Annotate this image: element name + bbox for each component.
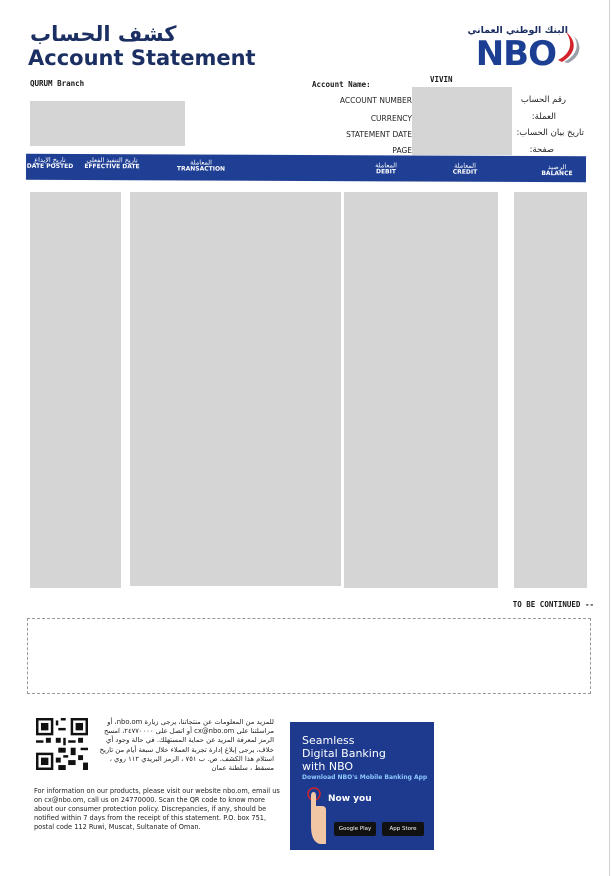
column-transaction: [166, 159, 236, 173]
field-label-currency: CURRENCY: [370, 114, 412, 123]
page-title: Account Statement: [28, 46, 256, 70]
column-label-en: EFFECTIVE DATE: [84, 163, 140, 171]
column-label-en: DATE POSTED: [26, 162, 74, 171]
field-label-page: PAGE: [392, 146, 412, 155]
field-label-page-ar: صفحة:: [529, 145, 554, 155]
promo-line: Digital Banking: [302, 747, 386, 761]
field-label-account-number-ar: رقم الحساب: [520, 95, 566, 105]
field-label-currency-ar: العملة:: [531, 112, 556, 122]
account-name-value: VIVIN: [430, 75, 453, 84]
promo-now-you: Now you: [328, 794, 372, 804]
column-label-en: DEBIT: [375, 168, 396, 176]
column-credit: [440, 163, 490, 177]
redacted-account-details: [412, 87, 512, 155]
promo-headline: [302, 734, 386, 774]
column-balance: [532, 164, 582, 178]
qr-code-icon[interactable]: [36, 718, 88, 770]
column-label-ar: المعاملة: [375, 161, 397, 170]
column-effective-date: [80, 157, 144, 171]
redacted-address: [30, 101, 185, 146]
app-store-button[interactable]: App Store: [382, 822, 424, 836]
branch-name: QURUM Branch: [30, 79, 85, 88]
hand-tap-icon: [304, 786, 326, 846]
account-name-label: Account Name:: [312, 80, 371, 89]
logo-swoosh-icon: [556, 30, 580, 64]
table-header: [26, 154, 586, 182]
mobile-app-banner[interactable]: [290, 722, 434, 850]
promo-subtitle: Download NBO's Mobile Banking App: [302, 774, 428, 781]
column-label-ar: الرصيد: [547, 163, 567, 172]
column-date-posted: [26, 157, 74, 171]
bank-name-arabic: البنك الوطني العماني: [467, 25, 568, 36]
column-label-ar: تاريخ التنفيذ الفعلي: [86, 156, 138, 165]
column-label-en: BALANCE: [541, 170, 573, 178]
google-play-button[interactable]: Google Play: [334, 822, 376, 836]
field-label-account-number: ACCOUNT NUMBER: [339, 96, 412, 105]
redacted-column-transaction: [130, 192, 341, 586]
bank-logo: NBO: [475, 34, 556, 74]
column-label-ar: المعاملة: [454, 161, 476, 170]
field-label-statement-date: STATEMENT DATE: [346, 130, 412, 139]
continued-note: TO BE CONTINUED --: [512, 600, 594, 609]
column-debit: [361, 162, 411, 176]
redacted-column-balance: [514, 192, 587, 588]
message-box: [27, 618, 591, 694]
page-edge: [609, 0, 610, 876]
column-label-en: CREDIT: [452, 168, 478, 176]
column-label-ar: تاريخ الإيداع: [34, 155, 66, 164]
redacted-column-amounts: [344, 192, 498, 588]
footer-text-arabic: للمزيد من المعلومات عن منتجاتنا، يرجى زيارة nbo.om، أو مراسلتنا على cx@nbo.om أو اتصل على ٢٤٧٧٠٠٠٠، امسح الرمز لمعرفة المزيد عن حماية المستهلك. في حالة وجود أي خلاف، يرجى إبلاغ إدارة تجربة العملاء خلال سبعة أيام من تاريخ استلام هذا الكشف. ص. ب ٧٥١ ، الرمز البريدي ١١٢ روي ، مسقط ، سلطنة عمان: [99, 718, 274, 772]
promo-line: Seamless: [302, 734, 355, 747]
column-label-en: TRANSACTION: [176, 165, 226, 173]
title-arabic: كشف الحساب: [30, 22, 177, 46]
column-label-ar: المعاملة: [190, 158, 212, 167]
promo-line: with NBO: [302, 760, 354, 774]
footer-text-english: For information on our products, please visit our website nbo.om, email us on cx@nbo.om, call us on 24770000. Scan the QR code to know more about our consumer protection policy. Discrepancies, if any, should be notified within 7 days from the receipt of this statement. P.O. box 751, postal code 112 Ruwi, Muscat, Sultanate of Oman.: [34, 787, 280, 831]
field-label-statement-date-ar: تاريخ بيان الحساب:: [516, 128, 584, 138]
redacted-column-dates: [30, 192, 121, 588]
